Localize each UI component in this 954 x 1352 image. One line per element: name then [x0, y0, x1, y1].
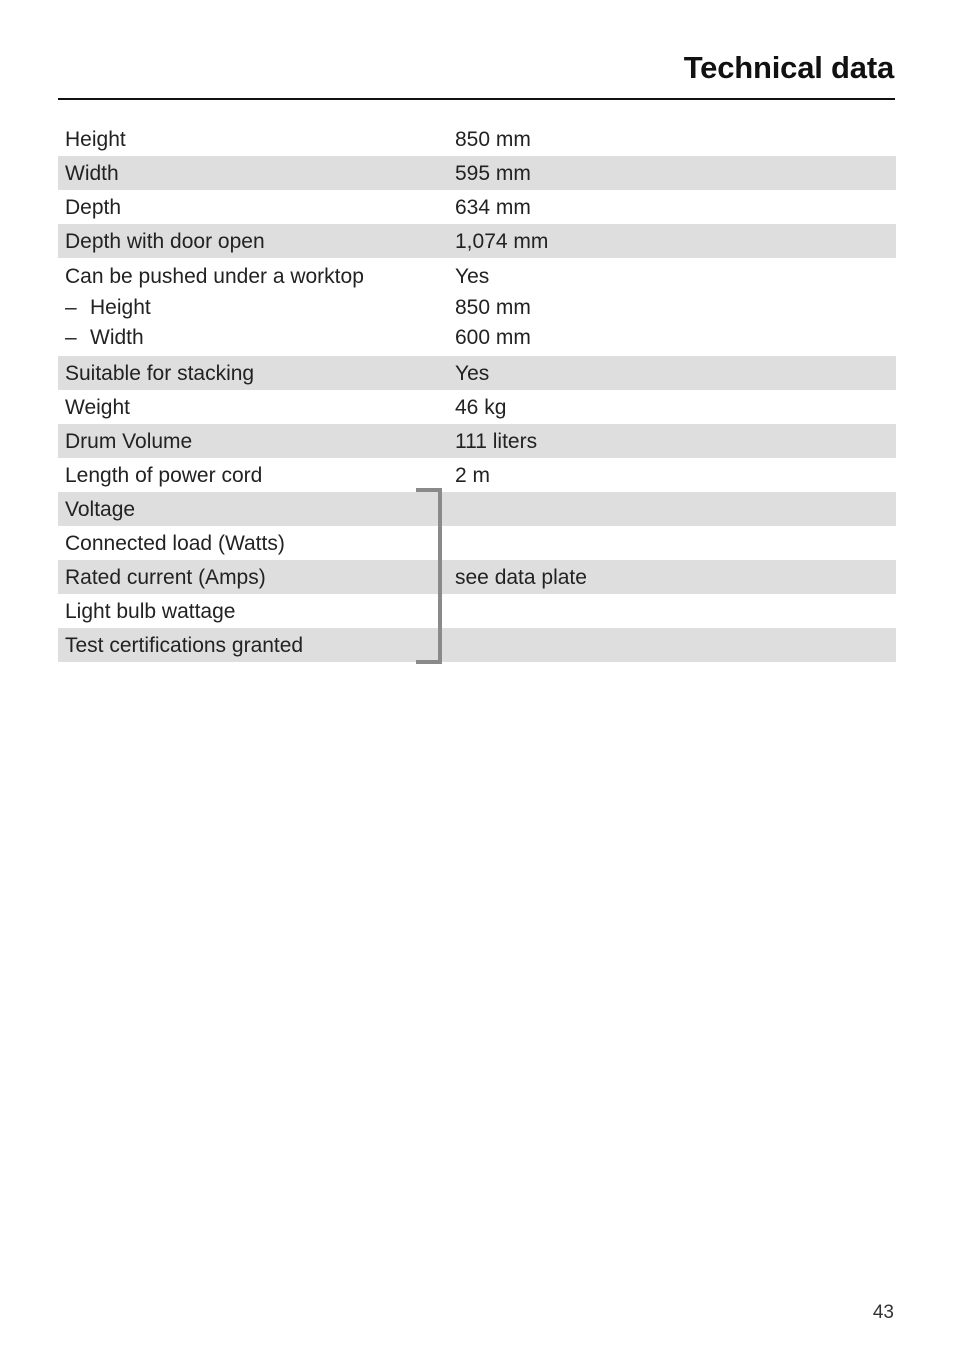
spec-value: 850 mm — [455, 127, 531, 151]
dash-bullet: – — [65, 295, 77, 319]
spec-value-group — [455, 258, 896, 356]
spec-label: Width — [65, 161, 119, 185]
table-row — [58, 390, 896, 424]
spec-value: 850 mm — [455, 295, 531, 319]
table-row — [58, 156, 896, 190]
table-row — [58, 628, 896, 662]
spec-label: Can be pushed under a worktop — [65, 265, 364, 288]
table-row — [58, 190, 896, 224]
spec-sub-label — [65, 327, 455, 348]
spec-label: Height — [65, 127, 126, 151]
spec-label: Depth — [65, 195, 122, 219]
spec-table — [58, 122, 896, 662]
spec-value: 46 kg — [455, 395, 507, 419]
table-row — [58, 560, 896, 594]
spec-sub-label-text: Width — [90, 326, 144, 349]
table-row-worktop — [58, 258, 896, 356]
page-title: Technical data — [683, 50, 894, 85]
spec-label: Weight — [65, 395, 130, 419]
spec-value: 2 m — [455, 463, 491, 487]
dash-bullet: – — [65, 326, 77, 349]
spec-label: Suitable for stacking — [65, 361, 255, 385]
spec-value: 634 mm — [455, 195, 531, 219]
spec-label: Length of power cord — [65, 463, 263, 487]
table-row — [58, 122, 896, 156]
spec-label: Drum Volume — [65, 429, 193, 453]
spec-value: 1,074 mm — [455, 229, 549, 253]
spec-value: Yes — [455, 265, 490, 288]
spec-label: Light bulb wattage — [65, 599, 236, 623]
table-row — [58, 594, 896, 628]
table-row — [58, 458, 896, 492]
spec-value: see data plate — [455, 565, 587, 589]
table-row — [58, 492, 896, 526]
spec-label: Test certifications granted — [65, 633, 304, 657]
spec-value: 595 mm — [455, 161, 531, 185]
table-row — [58, 424, 896, 458]
table-row — [58, 526, 896, 560]
spec-sub-label — [65, 297, 455, 318]
spec-sub-label-text: Height — [90, 295, 151, 319]
spec-value: 600 mm — [455, 326, 531, 349]
table-row — [58, 224, 896, 258]
spec-label: Connected load (Watts) — [65, 531, 285, 555]
spec-value: 111 liters — [455, 429, 538, 453]
spec-label: Depth with door open — [65, 229, 265, 253]
title-divider — [58, 98, 895, 100]
page-number: 43 — [872, 1302, 894, 1323]
spec-value: Yes — [455, 361, 490, 385]
table-row — [58, 356, 896, 390]
data-plate-bracket — [416, 488, 442, 664]
spec-label-group — [58, 258, 455, 356]
spec-label: Rated current (Amps) — [65, 565, 266, 589]
spec-label: Voltage — [65, 497, 136, 521]
